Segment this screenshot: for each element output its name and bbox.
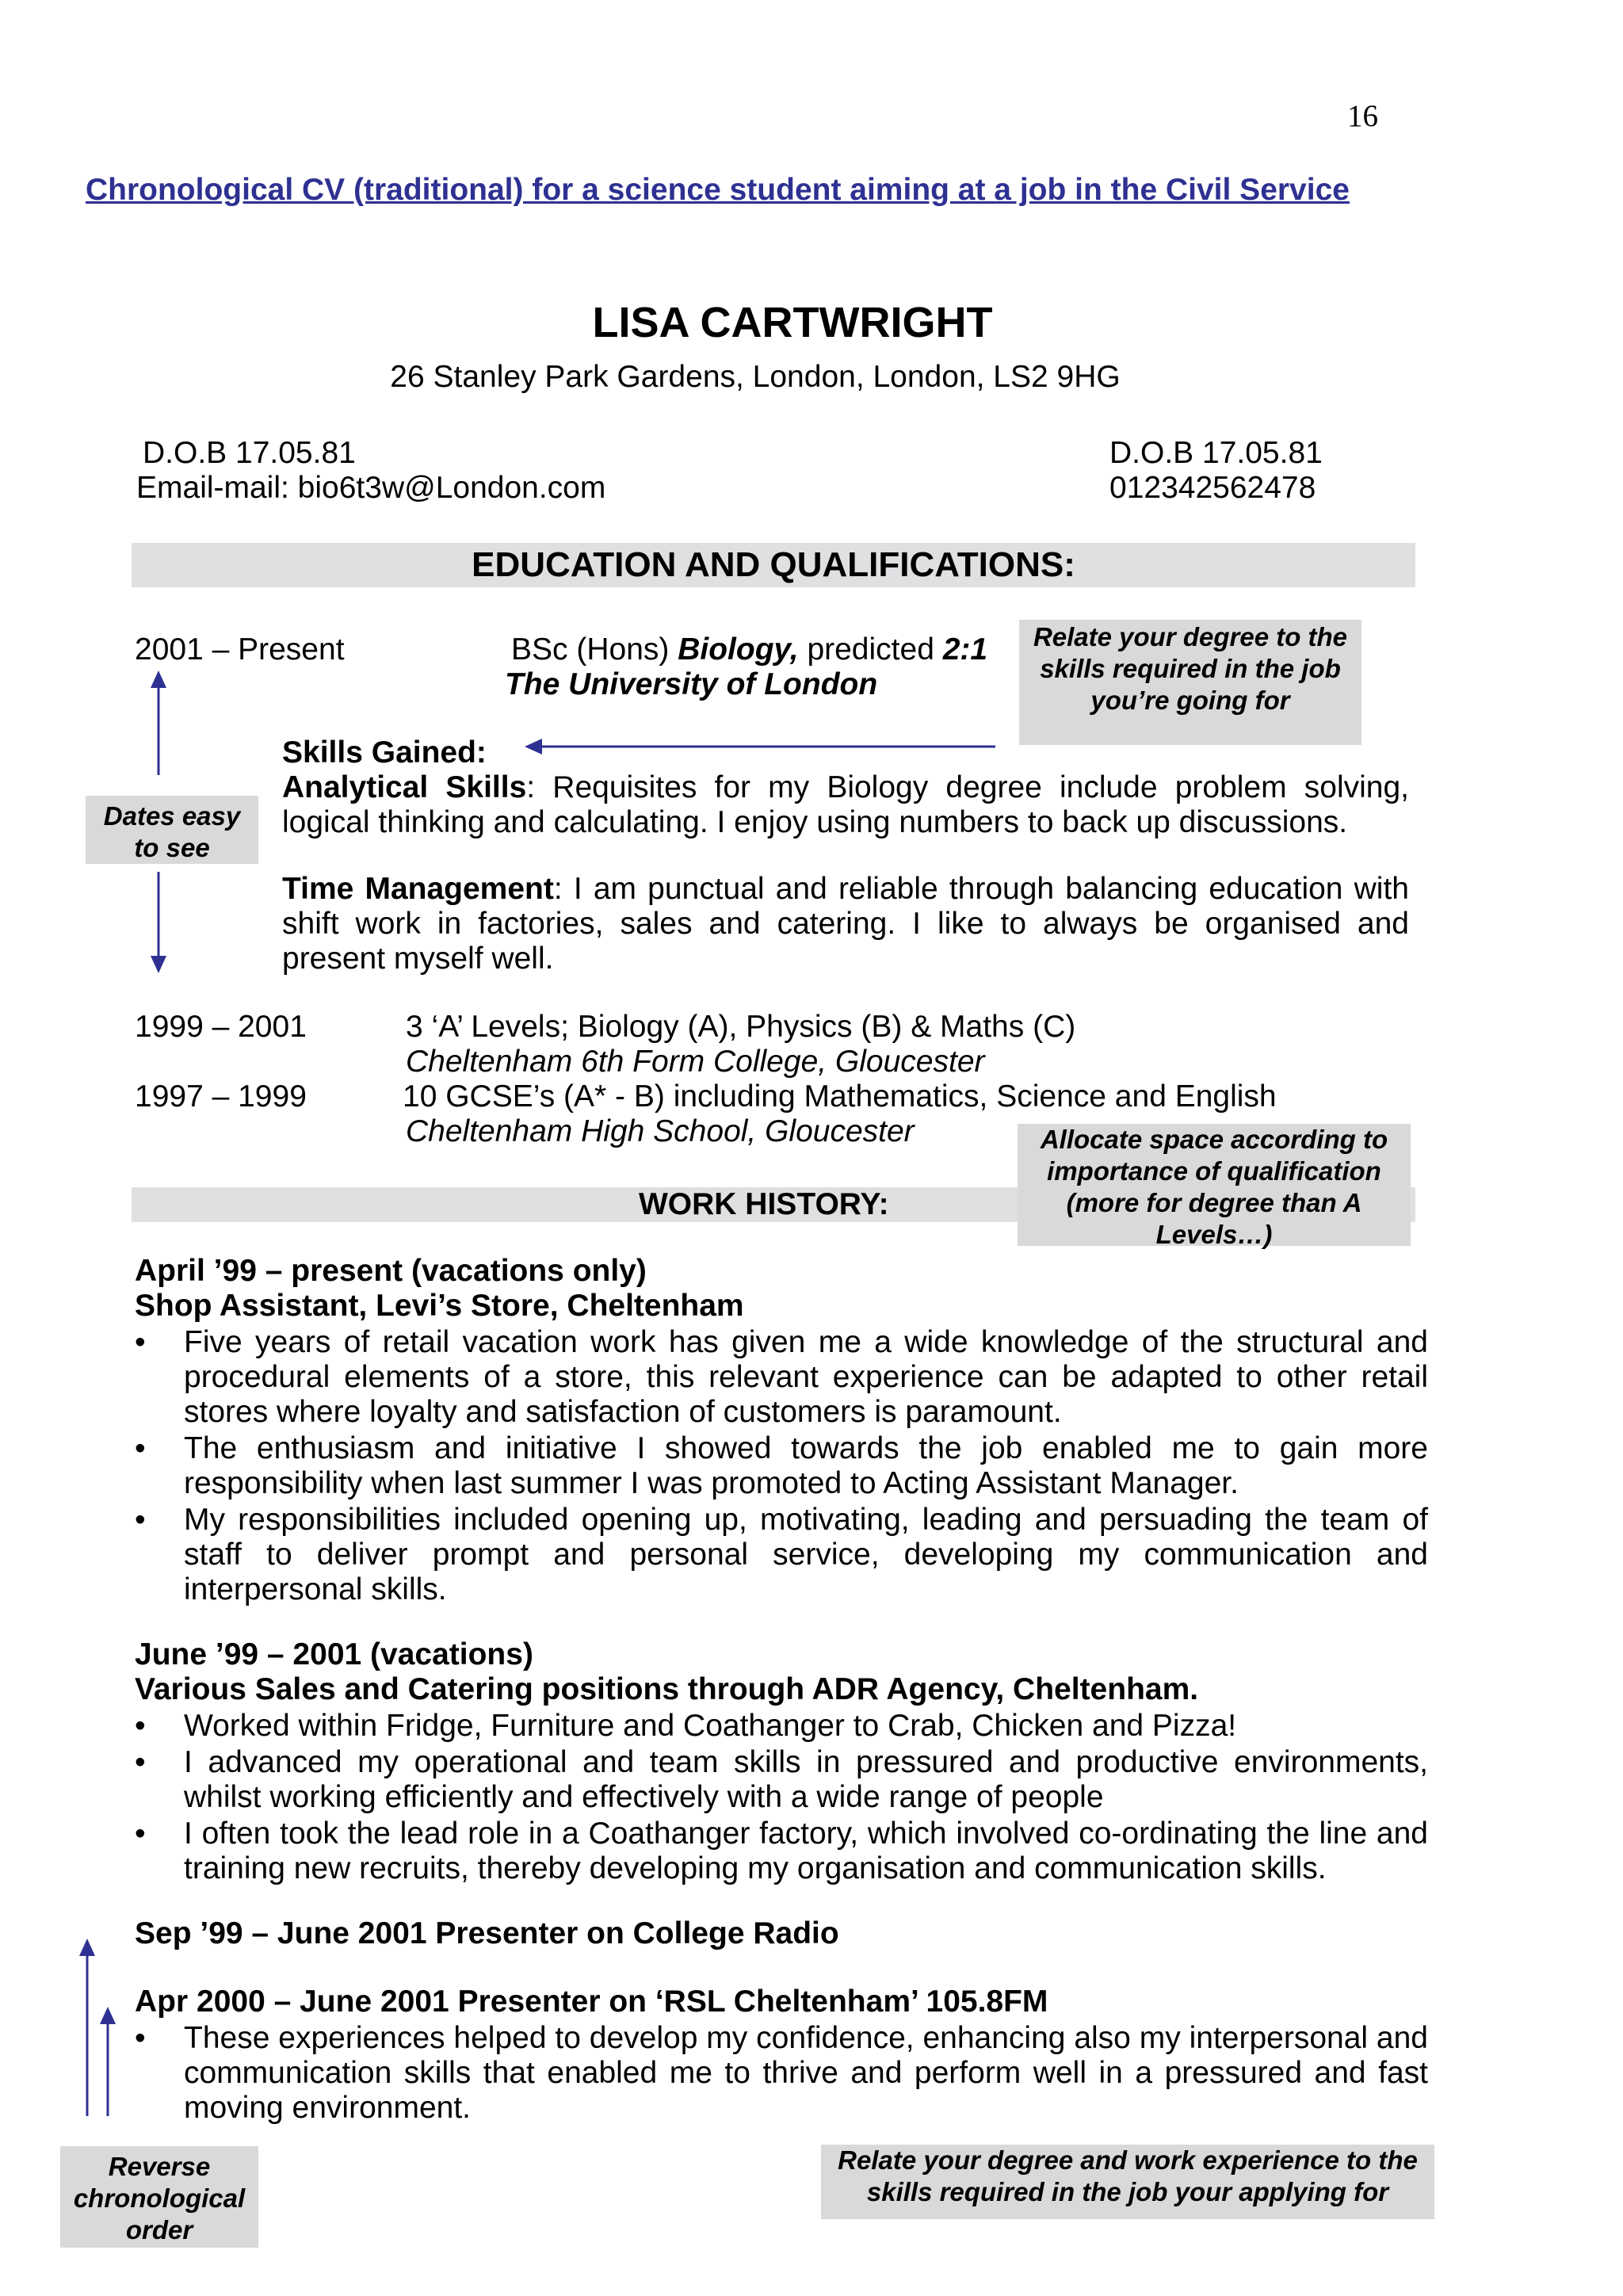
note-reverse-chronological: Reverse chronological order [60, 2146, 258, 2248]
degree-dates: 2001 – Present [135, 632, 345, 667]
alevels-place: Cheltenham 6th Form College, Gloucester [406, 1045, 985, 1079]
arrow-heads [79, 670, 542, 2024]
bullet-text: My responsibilities included opening up, motivating, leading and persuading the team of staff to deliver prompt and personal service, developing my communication and interpersonal skills. [184, 1503, 1428, 1606]
arrow-head-down-icon [151, 956, 166, 973]
bullet: • [135, 1503, 146, 1537]
bullet: • [135, 1745, 146, 1779]
contact-dob-right: D.O.B 17.05.81 [1109, 436, 1323, 470]
bullet: • [135, 1709, 146, 1743]
note-allocate-space: Allocate space according to importance of qualification (more for degree than A Levels…) [1018, 1124, 1411, 1246]
job2-period: June ’99 – 2001 (vacations) [135, 1637, 533, 1671]
job2-role: Various Sales and Catering positions through ADR Agency, Cheltenham. [135, 1672, 1199, 1706]
note-relate-experience: Relate your degree and work experience to the skills required in the job your applying for [821, 2145, 1434, 2219]
page-heading: Chronological CV (traditional) for a science student aiming at a job in the Civil Service [86, 173, 1350, 207]
page-number: 16 [1347, 99, 1378, 133]
education-title: EDUCATION AND QUALIFICATIONS: [472, 545, 1075, 584]
alevels-dates: 1999 – 2001 [135, 1010, 307, 1044]
skills-title: Skills Gained: [282, 735, 487, 770]
arrow-head-up-icon [151, 670, 166, 688]
bullet-text: Worked within Fridge, Furniture and Coathanger to Crab, Chicken and Pizza! [184, 1709, 1237, 1743]
bullet: • [135, 1817, 146, 1851]
bullet-text: The enthusiasm and initiative I showed towards the job enabled me to gain more responsibility when last summer I was promoted to Acting Assistant Manager. [184, 1431, 1428, 1500]
gcse-title: 10 GCSE’s (A* - B) including Mathematics, Science and English [403, 1079, 1277, 1114]
arrow-head-left-icon [525, 739, 542, 755]
work-title: WORK HISTORY: [639, 1187, 889, 1221]
analytical-label: Analytical Skills [282, 770, 527, 804]
degree-institution: The University of London [505, 667, 878, 701]
job3-heading: Sep ’99 – June 2001 Presenter on College Radio [135, 1916, 839, 1950]
arrow-head-up-icon [79, 1939, 95, 1956]
job1-role: Shop Assistant, Levi’s Store, Cheltenham [135, 1289, 744, 1323]
time-management-text: : I am punctual and reliable through balancing education with shift work in factories, sales and catering. I like to always be organised and present myself well. [282, 872, 1409, 976]
contact-phone: 012342562478 [1109, 471, 1316, 505]
gcse-place: Cheltenham High School, Gloucester [406, 1114, 915, 1148]
degree-grade: 2:1 [942, 632, 988, 667]
bullet: • [135, 2021, 146, 2055]
note-relate-degree: Relate your degree to the skills required in the job you’re going for [1019, 620, 1361, 745]
bullet-text: These experiences helped to develop my confidence, enhancing also my interpersonal and communication skills that enabled me to thrive and perform well in a pressured and fast moving environment. [184, 2021, 1428, 2125]
job4-heading: Apr 2000 – June 2001 Presenter on ‘RSL Cheltenham’ 105.8FM [135, 1985, 1048, 2019]
analytical-text: : Requisites for my Biology degree include problem solving, logical thinking and calculating. I enjoy using numbers to back up discussions. [282, 770, 1409, 839]
bullet-text: I advanced my operational and team skills in pressured and productive environments, whilst working efficiently and effectively with a wide range of people [184, 1745, 1428, 1814]
job1-period: April ’99 – present (vacations only) [135, 1254, 647, 1288]
degree-subject: Biology, [678, 632, 799, 667]
bullet: • [135, 1431, 146, 1465]
bullet: • [135, 1325, 146, 1359]
time-management-label: Time Management [282, 872, 554, 906]
arrow-lines [87, 683, 995, 2116]
note-dates-easy: Dates easy to see [86, 796, 258, 864]
degree-prefix: BSc (Hons) [511, 632, 678, 667]
bullet-text: I often took the lead role in a Coathanger factory, which involved co-ordinating the line and training new recruits, thereby developing my organisation and communication skills. [184, 1817, 1428, 1885]
contact-email: Email-mail: bio6t3w@London.com [136, 471, 606, 505]
contact-dob-left: D.O.B 17.05.81 [143, 436, 356, 470]
gcse-dates: 1997 – 1999 [135, 1079, 307, 1114]
alevels-title: 3 ‘A’ Levels; Biology (A), Physics (B) & Maths (C) [406, 1010, 1076, 1044]
arrow-head-up-icon [100, 2007, 116, 2024]
bullet-text: Five years of retail vacation work has given me a wide knowledge of the structural and procedural elements of a store, this relevant experience can be adapted to other retail stores where loyalty and satisfaction of customers is paramount. [184, 1325, 1428, 1429]
degree-middle: predicted [798, 632, 943, 667]
cv-name: LISA CARTWRIGHT [592, 299, 993, 346]
cv-address: 26 Stanley Park Gardens, London, London, LS2 9HG [390, 360, 1121, 394]
